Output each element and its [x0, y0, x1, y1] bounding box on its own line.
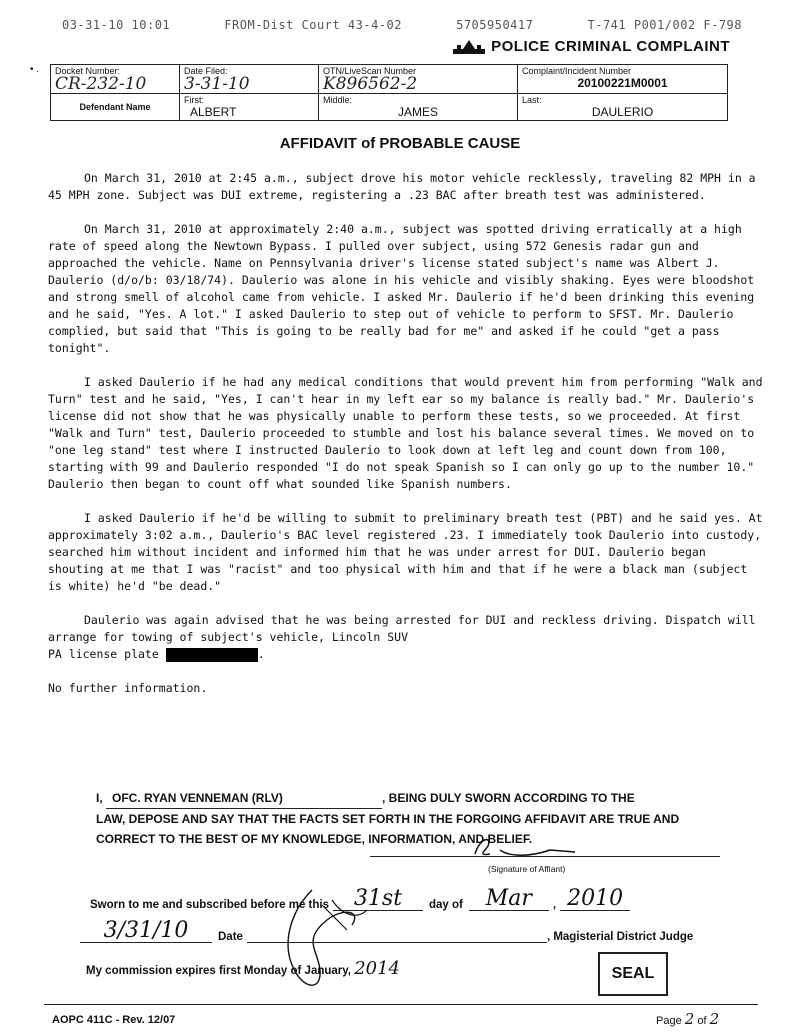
- paragraph-2: On March 31, 2010 at approximately 2:40 a.m., subject was spotted driving erratically at a high rate of speed along the Newtown Bypass. I pulled over subject, using 572 Genesis radar gun and approached the vehicle. Name on Pennsylvania driver's license stated subject's name was Albert J. Daulerio (d/o/b: 03/18/74). Daulerio was alone in his vehicle and visibly shaking. Eyes were bloodshot and strong smell of alcohol came from vehicle. I asked Mr. Daulerio if he'd been drinking this evening and he said, "Yes. A lot." I asked Daulerio to step out of vehicle to perform to SFST. Mr. Daulerio complied, but said that "This is going to be really bad for me" and asked if he could "get a pass tonight".: [48, 222, 755, 355]
- affidavit-title: AFFIDAVIT of PROBABLE CAUSE: [279, 135, 521, 152]
- paragraph-4: I asked Daulerio if he'd be willing to submit to preliminary breath test (PBT) and he said yes. At approximately 3:02 a.m., Daulerio's BAC level registered .23. I immediately took Daulerio into custody, searched him without incident and informed him that he was under arrest for DUI. Daulerio began shouting at me that I was "racist" and too physical with him and that if he were a black man (subject is white) he'd "be dead.": [48, 511, 763, 593]
- sworn-year: 2010: [560, 888, 630, 911]
- oath-line-1: [96, 788, 736, 809]
- sworn-day: 31st: [333, 888, 423, 911]
- date-filed-label: Date Filed:: [184, 66, 228, 76]
- officer-name: OFC. RYAN VENNEMAN (RLV): [106, 788, 382, 809]
- sworn-date-value: 3/31/10: [80, 920, 212, 943]
- fax-page-ref: T-741 P001/002 F-798: [587, 18, 742, 32]
- sworn-month: Mar: [469, 888, 549, 911]
- no-further-info: No further information.: [48, 681, 208, 695]
- docket-label: Docket Number:: [55, 66, 121, 76]
- middle-name-cell: [319, 94, 518, 121]
- last-name-cell: [518, 94, 728, 121]
- signature-line: [370, 856, 720, 877]
- page-number: [656, 1010, 719, 1028]
- middle-label: Middle:: [323, 95, 353, 105]
- seal-box: SEAL: [598, 952, 668, 996]
- complaint-label: Complaint/Incident Number: [522, 66, 632, 76]
- oath-text-3: CORRECT TO THE BEST OF MY KNOWLEDGE, INFORMATION, AND BELIEF.: [96, 832, 533, 846]
- defendant-label: Defendant Name: [51, 94, 180, 121]
- fax-header: [62, 18, 742, 32]
- date-label: Date: [218, 931, 243, 943]
- docket-value: CR-232-10: [55, 74, 147, 94]
- paragraph-3: I asked Daulerio if he had any medical conditions that would prevent him from performing "Walk and Turn" test and he said, "Yes, I can't hear in my left ear so my balance is really bad." Mr. Daulerio's license did not show that he was physically unable to perform these tests, so we proceeded. At first "Walk and Turn" test, Daulerio proceeded to stumble and lost his balance several times. We moved on to "one leg stand" test where I instructed Daulerio to look down at left leg and count down from 100, starting with 99 and Daulerio responded "I do not speak Spanish so I can only go up to the number 10." Daulerio then began to count off what sounded like Spanish numbers.: [48, 375, 763, 491]
- otn-cell: [319, 65, 518, 94]
- oath-prefix: I,: [96, 791, 103, 805]
- oath-block: [96, 788, 736, 849]
- first-name-cell: [180, 94, 319, 121]
- middle-value: JAMES: [397, 105, 438, 119]
- page-total: 2: [709, 1010, 720, 1028]
- sworn-text: Sworn to me and subscribed before me this: [90, 899, 329, 911]
- plate-label: PA license plate: [48, 647, 159, 661]
- paragraph-5-text: Daulerio was again advised that he was being arrested for DUI and reckless driving. Dispatch will arrange for towing of subject's vehicle, Lincoln SUV: [48, 613, 756, 644]
- sworn-day-of: day of: [429, 899, 463, 911]
- affidavit-body: [48, 170, 768, 714]
- otn-label: OTN/LiveScan Number: [323, 66, 417, 76]
- date-row: [80, 920, 740, 943]
- last-label: Last:: [522, 95, 542, 105]
- docket-cell: [51, 65, 180, 94]
- complaint-cell: [518, 65, 728, 94]
- date-filed-value: 3-31-10: [184, 74, 250, 94]
- complaint-value: 20100221M0001: [577, 76, 668, 90]
- fax-phone: 5705950417: [456, 18, 534, 32]
- of-label: of: [697, 1015, 707, 1027]
- signature-label: (Signature of Affiant): [488, 864, 566, 874]
- otn-value: K896562-2: [323, 74, 418, 94]
- judge-signature-scrawl-icon: [272, 880, 382, 995]
- police-badge-icon: [453, 40, 485, 54]
- page-label: Page: [656, 1015, 682, 1027]
- paragraph-5: Daulerio was again advised that he was being arrested for DUI and reckless driving. Dispatch will arrange for towing of subject's vehicle, Lincoln SUV PA license plate .: [48, 613, 756, 661]
- sworn-row: Sworn to me and subscribed before me this 31st day of Mar , 2010: [90, 888, 730, 911]
- redaction-box: [166, 648, 258, 662]
- first-label: First:: [184, 95, 204, 105]
- oath-text-1: , BEING DULY SWORN ACCORDING TO THE: [382, 791, 635, 805]
- paragraph-1: On March 31, 2010 at 2:45 a.m., subject drove his motor vehicle recklessly, traveling 82 MPH in a 45 MPH zone. Subject was DUI extreme, registering a .23 BAC after breath test was administered.: [48, 171, 756, 202]
- last-value: DAULERIO: [591, 105, 654, 119]
- fax-from: FROM-Dist Court 43-4-02: [224, 18, 402, 32]
- page-num: 2: [684, 1010, 695, 1028]
- form-id: AOPC 411C - Rev. 12/07: [52, 1014, 176, 1026]
- oath-text-2: LAW, DEPOSE AND SAY THAT THE FACTS SET FORTH IN THE FORGOING AFFIDAVIT ARE TRUE AND: [96, 812, 680, 826]
- date-filed-cell: [180, 65, 319, 94]
- margin-mark: • .: [30, 64, 40, 75]
- form-title: [453, 38, 730, 55]
- first-value: ALBERT: [190, 105, 237, 119]
- footer-rule: [44, 1004, 758, 1005]
- header-table: [50, 64, 728, 121]
- form-title-text: POLICE CRIMINAL COMPLAINT: [491, 38, 730, 55]
- commission-year: 2014: [354, 958, 401, 979]
- judge-label: , Magisterial District Judge: [546, 931, 694, 943]
- fax-datetime: 03-31-10 10:01: [62, 18, 171, 32]
- commission-text: My commission expires first Monday of January,: [86, 965, 351, 977]
